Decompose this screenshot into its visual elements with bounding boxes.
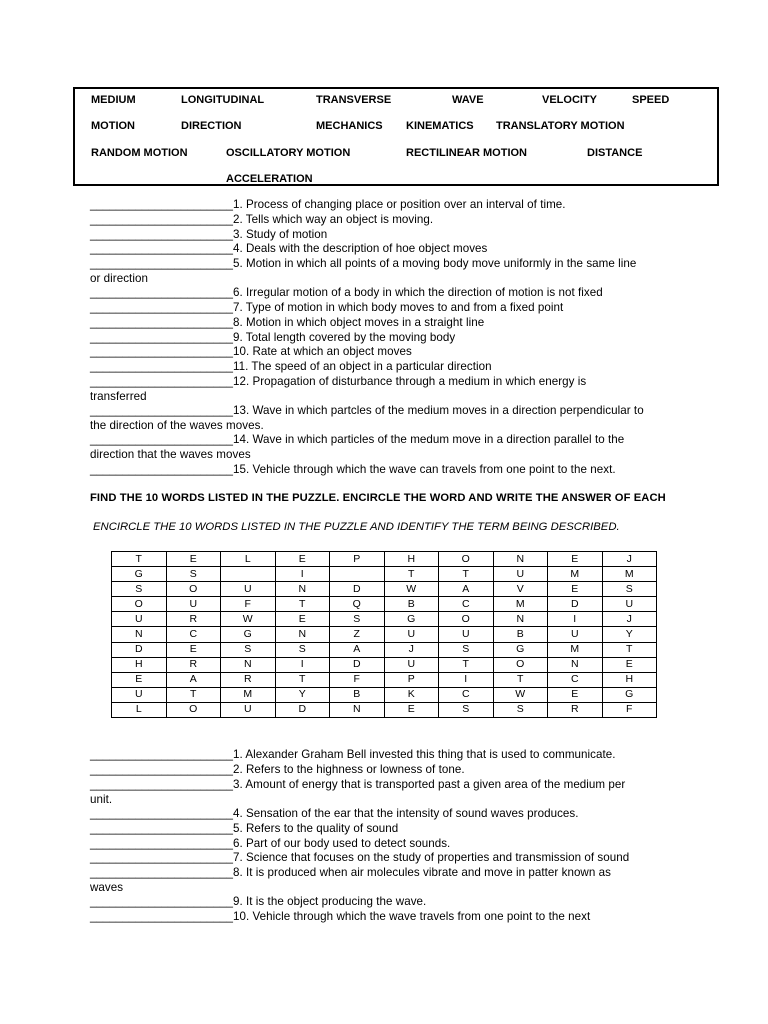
puzzle-cell[interactable]: I bbox=[275, 567, 330, 582]
question-line: ______________________2. Refers to the highness or lowness of tone. bbox=[90, 763, 465, 776]
puzzle-cell[interactable]: N bbox=[275, 582, 330, 597]
puzzle-cell[interactable]: W bbox=[384, 582, 439, 597]
puzzle-cell[interactable] bbox=[221, 567, 276, 582]
question-line-continued: or direction bbox=[90, 271, 148, 285]
puzzle-cell[interactable]: W bbox=[493, 687, 548, 702]
puzzle-cell[interactable]: M bbox=[548, 567, 603, 582]
word-search-grid bbox=[111, 551, 657, 718]
puzzle-cell[interactable]: O bbox=[166, 582, 221, 597]
puzzle-cell[interactable]: T bbox=[275, 597, 330, 612]
word-bank-term: MEDIUM bbox=[91, 94, 136, 106]
puzzle-cell[interactable]: E bbox=[166, 552, 221, 567]
puzzle-cell[interactable]: Y bbox=[602, 627, 657, 642]
puzzle-cell[interactable]: G bbox=[221, 627, 276, 642]
puzzle-cell[interactable]: P bbox=[384, 672, 439, 687]
puzzle-cell[interactable]: E bbox=[548, 582, 603, 597]
puzzle-cell[interactable]: M bbox=[548, 642, 603, 657]
word-bank-term: SPEED bbox=[632, 94, 670, 106]
puzzle-cell[interactable]: T bbox=[275, 672, 330, 687]
question-line: ______________________4. Deals with the description of hoe object moves bbox=[90, 242, 488, 255]
word-bank-term: WAVE bbox=[452, 94, 484, 106]
find-heading: FIND THE 10 WORDS LISTED IN THE PUZZLE. ENCIRCLE THE WORD AND WRITE THE ANSWER OF EACH bbox=[90, 492, 666, 504]
puzzle-cell[interactable]: D bbox=[275, 702, 330, 717]
puzzle-row bbox=[112, 702, 657, 717]
puzzle-cell[interactable]: O bbox=[439, 552, 494, 567]
puzzle-cell[interactable]: P bbox=[330, 552, 385, 567]
puzzle-row bbox=[112, 672, 657, 687]
puzzle-cell[interactable]: S bbox=[439, 702, 494, 717]
puzzle-cell[interactable]: O bbox=[493, 657, 548, 672]
word-bank-term: KINEMATICS bbox=[406, 120, 474, 132]
word-bank-term: DIRECTION bbox=[181, 120, 242, 132]
question-line-continued: direction that the waves moves bbox=[90, 447, 251, 461]
puzzle-cell[interactable]: U bbox=[384, 627, 439, 642]
puzzle-cell[interactable]: T bbox=[602, 642, 657, 657]
puzzle-cell[interactable]: H bbox=[602, 672, 657, 687]
question-line-continued: transferred bbox=[90, 389, 147, 403]
puzzle-cell[interactable]: T bbox=[384, 567, 439, 582]
puzzle-cell[interactable]: G bbox=[112, 567, 167, 582]
puzzle-cell[interactable]: T bbox=[439, 567, 494, 582]
puzzle-cell[interactable]: S bbox=[330, 612, 385, 627]
question-line: ______________________4. Sensation of the ear that the intensity of sound waves produces. bbox=[90, 807, 579, 820]
puzzle-cell[interactable]: D bbox=[548, 597, 603, 612]
puzzle-cell[interactable]: R bbox=[221, 672, 276, 687]
word-bank-term: VELOCITY bbox=[542, 94, 598, 106]
puzzle-cell[interactable]: O bbox=[166, 702, 221, 717]
puzzle-cell[interactable]: N bbox=[221, 657, 276, 672]
puzzle-cell[interactable]: S bbox=[112, 582, 167, 597]
puzzle-cell[interactable]: E bbox=[548, 687, 603, 702]
encircle-heading: ENCIRCLE THE 10 WORDS LISTED IN THE PUZZLE AND IDENTIFY THE TERM BEING DESCRIBED. bbox=[93, 521, 620, 533]
puzzle-row bbox=[112, 597, 657, 612]
puzzle-cell[interactable]: O bbox=[112, 597, 167, 612]
question-line: ______________________7. Science that focuses on the study of properties and transmission of sound bbox=[90, 851, 630, 864]
question-line: ______________________11. The speed of an object in a particular direction bbox=[90, 360, 492, 373]
word-bank-term: ACCELERATION bbox=[226, 173, 313, 185]
puzzle-cell[interactable]: E bbox=[384, 702, 439, 717]
puzzle-cell[interactable]: H bbox=[384, 552, 439, 567]
puzzle-cell[interactable]: M bbox=[602, 567, 657, 582]
puzzle-cell[interactable]: A bbox=[330, 642, 385, 657]
puzzle-cell[interactable]: Y bbox=[275, 687, 330, 702]
puzzle-row bbox=[112, 582, 657, 597]
question-line: ______________________2. Tells which way an object is moving. bbox=[90, 213, 434, 226]
puzzle-cell[interactable]: H bbox=[112, 657, 167, 672]
puzzle-cell[interactable]: G bbox=[384, 612, 439, 627]
puzzle-row bbox=[112, 642, 657, 657]
question-line: ______________________7. Type of motion in which body moves to and from a fixed point bbox=[90, 301, 564, 314]
puzzle-cell[interactable]: L bbox=[221, 552, 276, 567]
word-bank-term: MECHANICS bbox=[316, 120, 383, 132]
puzzle-cell[interactable]: N bbox=[275, 627, 330, 642]
puzzle-cell[interactable]: C bbox=[166, 627, 221, 642]
question-line: ______________________15. Vehicle through which the wave can travels from one point to the next. bbox=[90, 463, 616, 476]
question-line: ______________________14. Wave in which particles of the medum move in a direction parallel to the bbox=[90, 433, 625, 446]
puzzle-cell[interactable]: U bbox=[221, 702, 276, 717]
puzzle-cell[interactable]: G bbox=[602, 687, 657, 702]
question-line-continued: the direction of the waves moves. bbox=[90, 418, 264, 432]
question-line: ______________________12. Propagation of disturbance through a medium in which energy is bbox=[90, 375, 587, 388]
puzzle-cell[interactable]: L bbox=[112, 702, 167, 717]
puzzle-cell[interactable]: U bbox=[493, 567, 548, 582]
word-bank-box bbox=[73, 87, 719, 186]
puzzle-cell[interactable] bbox=[330, 567, 385, 582]
word-bank-term: RECTILINEAR MOTION bbox=[406, 147, 527, 159]
puzzle-cell[interactable]: N bbox=[112, 627, 167, 642]
question-line: ______________________3. Study of motion bbox=[90, 228, 328, 241]
puzzle-row bbox=[112, 552, 657, 567]
word-bank-term: OSCILLATORY MOTION bbox=[226, 147, 351, 159]
puzzle-cell[interactable]: O bbox=[439, 612, 494, 627]
puzzle-cell[interactable]: B bbox=[330, 687, 385, 702]
puzzle-cell[interactable]: N bbox=[493, 612, 548, 627]
puzzle-cell[interactable]: J bbox=[384, 642, 439, 657]
puzzle-cell[interactable]: E bbox=[602, 657, 657, 672]
puzzle-cell[interactable]: U bbox=[602, 597, 657, 612]
puzzle-cell[interactable]: R bbox=[166, 657, 221, 672]
puzzle-cell[interactable]: S bbox=[166, 567, 221, 582]
puzzle-cell[interactable]: I bbox=[275, 657, 330, 672]
word-bank-term: MOTION bbox=[91, 120, 135, 132]
puzzle-cell[interactable]: J bbox=[602, 612, 657, 627]
word-bank-term: DISTANCE bbox=[587, 147, 643, 159]
puzzle-cell[interactable]: D bbox=[112, 642, 167, 657]
question-line: ______________________5. Refers to the quality of sound bbox=[90, 822, 399, 835]
puzzle-cell[interactable]: U bbox=[548, 627, 603, 642]
puzzle-cell[interactable]: T bbox=[112, 552, 167, 567]
puzzle-cell[interactable]: U bbox=[439, 627, 494, 642]
question-line: ______________________9. It is the object producing the wave. bbox=[90, 895, 427, 908]
puzzle-cell[interactable]: F bbox=[602, 702, 657, 717]
puzzle-row bbox=[112, 687, 657, 702]
puzzle-cell[interactable]: S bbox=[221, 642, 276, 657]
puzzle-cell[interactable]: N bbox=[548, 657, 603, 672]
word-bank-term: TRANSLATORY MOTION bbox=[496, 120, 625, 132]
puzzle-cell[interactable]: U bbox=[384, 657, 439, 672]
puzzle-cell[interactable]: M bbox=[221, 687, 276, 702]
puzzle-cell[interactable]: A bbox=[166, 672, 221, 687]
puzzle-cell[interactable]: D bbox=[330, 657, 385, 672]
puzzle-cell[interactable]: T bbox=[166, 687, 221, 702]
puzzle-cell[interactable]: E bbox=[275, 612, 330, 627]
puzzle-cell[interactable]: R bbox=[166, 612, 221, 627]
puzzle-cell[interactable]: T bbox=[493, 672, 548, 687]
puzzle-cell[interactable]: U bbox=[221, 582, 276, 597]
puzzle-cell[interactable]: D bbox=[330, 582, 385, 597]
puzzle-cell[interactable]: I bbox=[439, 672, 494, 687]
word-bank-term: TRANSVERSE bbox=[316, 94, 392, 106]
puzzle-row bbox=[112, 627, 657, 642]
question-line: ______________________5. Motion in which all points of a moving body move uniformly in the same line bbox=[90, 257, 637, 270]
puzzle-cell[interactable]: E bbox=[275, 552, 330, 567]
question-line: ______________________8. It is produced when air molecules vibrate and move in patter known as bbox=[90, 866, 611, 879]
puzzle-cell[interactable]: U bbox=[166, 597, 221, 612]
puzzle-cell[interactable]: V bbox=[493, 582, 548, 597]
puzzle-cell[interactable]: S bbox=[275, 642, 330, 657]
puzzle-cell[interactable]: S bbox=[493, 702, 548, 717]
puzzle-row bbox=[112, 657, 657, 672]
puzzle-cell[interactable]: I bbox=[548, 612, 603, 627]
puzzle-cell[interactable]: S bbox=[439, 642, 494, 657]
question-line: ______________________10. Vehicle through which the wave travels from one point to the next bbox=[90, 910, 591, 923]
question-line-continued: unit. bbox=[90, 792, 113, 806]
puzzle-cell[interactable]: M bbox=[493, 597, 548, 612]
question-line-continued: waves bbox=[90, 880, 124, 894]
puzzle-cell[interactable]: F bbox=[221, 597, 276, 612]
question-line: ______________________1. Alexander Graham Bell invested this thing that is used to communicate. bbox=[90, 748, 616, 761]
puzzle-cell[interactable]: A bbox=[439, 582, 494, 597]
word-bank-term: LONGITUDINAL bbox=[181, 94, 265, 106]
puzzle-cell[interactable]: G bbox=[493, 642, 548, 657]
puzzle-cell[interactable]: Z bbox=[330, 627, 385, 642]
puzzle-cell[interactable]: N bbox=[330, 702, 385, 717]
puzzle-cell[interactable]: T bbox=[439, 657, 494, 672]
puzzle-cell[interactable]: E bbox=[548, 552, 603, 567]
puzzle-cell[interactable]: R bbox=[548, 702, 603, 717]
question-line: ______________________9. Total length covered by the moving body bbox=[90, 331, 456, 344]
puzzle-cell[interactable]: W bbox=[221, 612, 276, 627]
puzzle-cell[interactable]: C bbox=[548, 672, 603, 687]
puzzle-cell[interactable]: C bbox=[439, 687, 494, 702]
puzzle-cell[interactable]: S bbox=[602, 582, 657, 597]
puzzle-cell[interactable]: F bbox=[330, 672, 385, 687]
puzzle-row bbox=[112, 612, 657, 627]
puzzle-cell[interactable]: E bbox=[166, 642, 221, 657]
puzzle-cell[interactable]: U bbox=[112, 687, 167, 702]
question-line: ______________________8. Motion in which object moves in a straight line bbox=[90, 316, 485, 329]
puzzle-cell[interactable]: N bbox=[493, 552, 548, 567]
question-line: ______________________6. Irregular motion of a body in which the direction of motion is not fixed bbox=[90, 286, 603, 299]
puzzle-cell[interactable]: J bbox=[602, 552, 657, 567]
puzzle-cell[interactable]: B bbox=[384, 597, 439, 612]
puzzle-cell[interactable]: B bbox=[493, 627, 548, 642]
puzzle-cell[interactable]: E bbox=[112, 672, 167, 687]
question-line: ______________________6. Part of our body used to detect sounds. bbox=[90, 837, 451, 850]
puzzle-cell[interactable]: U bbox=[112, 612, 167, 627]
word-bank-term: RANDOM MOTION bbox=[91, 147, 188, 159]
puzzle-cell[interactable]: Q bbox=[330, 597, 385, 612]
puzzle-cell[interactable]: C bbox=[439, 597, 494, 612]
puzzle-row bbox=[112, 567, 657, 582]
question-line: ______________________13. Wave in which partcles of the medium moves in a direction perpendicular to bbox=[90, 404, 644, 417]
question-line: ______________________1. Process of changing place or position over an interval of time. bbox=[90, 198, 566, 211]
puzzle-cell[interactable]: K bbox=[384, 687, 439, 702]
question-line: ______________________10. Rate at which an object moves bbox=[90, 345, 412, 358]
question-line: ______________________3. Amount of energy that is transported past a given area of the medium per bbox=[90, 778, 626, 791]
